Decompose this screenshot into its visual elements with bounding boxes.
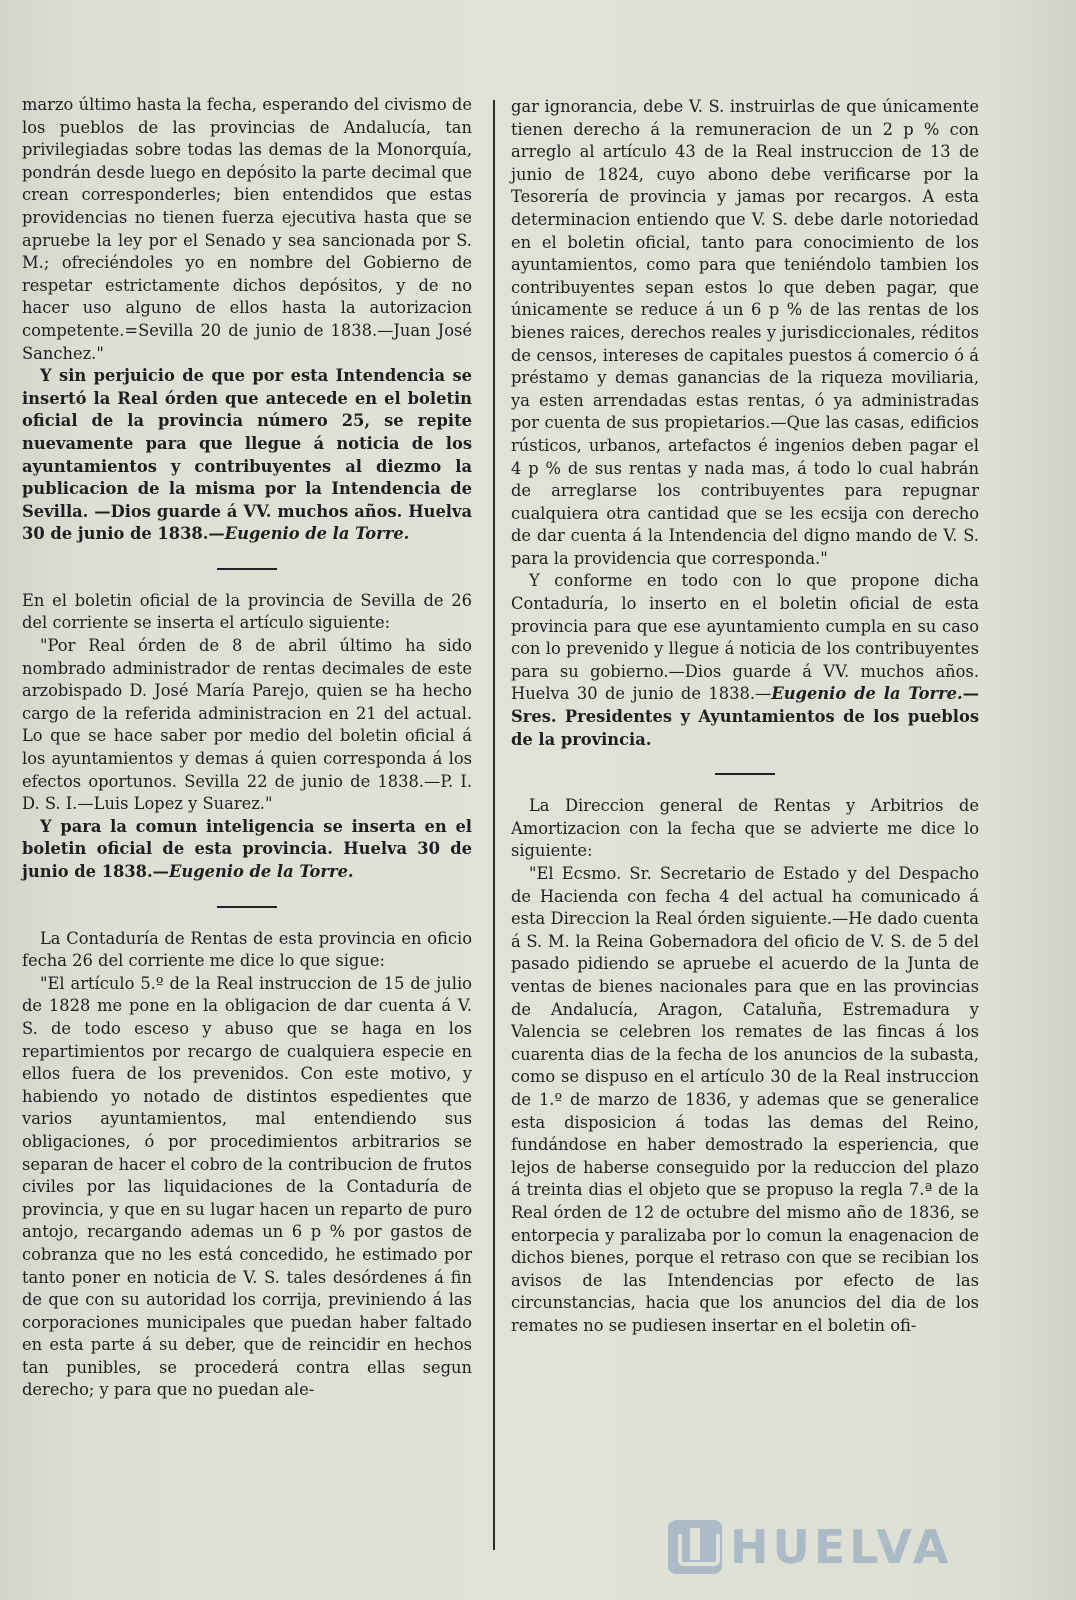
- left-para-1: marzo último hasta la fecha, esperando del civismo de los pueblos de las provincias de Andalucía, tan privilegiadas sobre todas las demas de la Monorquía, pondrán desde luego en depósito la parte decimal que crean corresponderles; bien entendidos que estas providencias no tienen fuerza ejecutiva hasta que se apruebe la ley por el Senado y sea sancionada por S. M.; ofreciéndoles yo en nombre del Gobierno de respetar estrictamente dichos depósitos, y de no hacer uso alguno de ellos hasta la autorizacion competente.=Sevilla 20 de junio de 1838.—Juan José Sanchez.": [22, 95, 472, 363]
- right-para-4: "El Ecsmo. Sr. Secretario de Estado y del Despacho de Hacienda con fecha 4 del actual ha comunicado á esta Direccion la Real órden siguiente.—He dado cuenta á S. M. la Reina Gobernadora del oficio de V. S. de 5 del pasado pidiendo se apruebe el acuerdo de la Junta de ventas de bienes nacionales para que en las provincias de Andalucía, Aragon, Cataluña, Estremadura y Valencia se celebren los remates de las fincas á los cuarenta dias de la fecha de los anuncios de la subasta, como se dispuso en el artículo 30 de la Real instruccion de 1.º de marzo de 1836, y ademas que se generalice esta disposicion á todas las demas del Reino, fundándose en haber demostrado la esperiencia, que lejos de haberse conseguido por la reduccion del plazo á treinta dias el objeto que se propuso la regla 7.ª de la Real órden de 12 de octubre del mismo año de 1836, se entorpecia y paralizaba por lo comun la enagenacion de dichos bienes, porque el retraso con que se recibian los avisos de las Intendencias por efecto de las circunstancias, hacia que los anuncios del dia de los remates no se pudiesen insertar en el boletin ofi-: [511, 864, 979, 1335]
- right-column: [511, 96, 979, 1337]
- right-para-2-tail: —Sres. Presidentes y Ayuntamientos de los pueblos de la provincia.: [511, 684, 979, 749]
- diputacion-huelva-logo-icon: [668, 1520, 722, 1574]
- left-para-7: "El artículo 5.º de la Real instruccion de 15 de julio de 1828 me pone en la obligacion de dar cuenta á V. S. de todo esceso y abuso que se haga en los repartimientos por recargo de cualquiera especie en ellos fuera de los prevenidos. Con este motivo, y habiendo yo notado de distintos espedientes que varios ayuntamientos, mal entendiendo sus obligaciones, ó por procedimientos arbitrarios se separan de hacer el cobro de la contribucion de frutos civiles por las liquidaciones de la Contaduría de provincia, y que en su lugar hacen un reparto de puro antojo, recargando ademas un 6 p % por gastos de cobranza que no les está concedido, he estimado por tanto poner en noticia de V. S. tales desórdenes á fin de que con su autoridad los corrija, previniendo á las corporaciones municipales que puedan haber faltado en esta parte á su deber, que de reincidir en hechos tan punibles, se procederá contra ellas segun derecho; y para que no puedan ale-: [22, 973, 472, 1400]
- left-column: [22, 94, 472, 1402]
- left-para-2-signature: Eugenio de la Torre.: [224, 524, 410, 544]
- left-para-4: "Por Real órden de 8 de abril último ha sido nombrado administrador de rentas decimales de este arzobispado D. José María Parejo, quien se ha hecho cargo de la referida administracion en 21 del actual. Lo que se hace saber por medio del boletin oficial á los ayuntamientos y demas á quien corresponda á los efectos oportunos. Sevilla 22 de junio de 1838.—P. I. D. S. I.—Luis Lopez y Suarez.": [22, 636, 472, 814]
- separator-rule: [217, 906, 277, 908]
- watermark-text: HUELVA: [730, 1520, 953, 1574]
- right-para-2-text: Y conforme en todo con lo que propone dicha Contaduría, lo inserto en el boletin oficial de esta provincia para que ese ayuntamiento cumpla en su caso con lo prevenido y llegue á noticia de los contribuyentes para su gobierno.—Dios guarde á VV. muchos años. Huelva 30 de junio de 1838.—: [511, 571, 979, 704]
- left-para-5-signature: Eugenio de la Torre.: [168, 862, 354, 881]
- right-para-2-signature: Eugenio de la Torre.: [771, 684, 963, 704]
- left-para-2-text: Y sin perjuicio de que por esta Intendencia se insertó la Real órden que antecede en el boletin oficial de la provincia número 25, se repite nuevamente para que llegue á noticia de los ayuntamientos y contribuyentes al diezmo la publicacion de la misma por la Intendencia de Sevilla. —Dios guarde á VV. muchos años. Huelva 30 de junio de 1838.—: [22, 366, 472, 544]
- left-para-5: [22, 816, 472, 884]
- left-para-2: [22, 365, 472, 546]
- separator-rule: [715, 773, 775, 775]
- left-para-3: En el boletin oficial de la provincia de Sevilla de 26 del corriente se inserta el artículo siguiente:: [22, 590, 472, 633]
- left-para-6: La Contaduría de Rentas de esta provincia en oficio fecha 26 del corriente me dice lo que sigue:: [22, 928, 472, 971]
- left-para-5-text: Y para la comun inteligencia se inserta en el boletin oficial de esta provincia. Huelva 30 de junio de 1838.—: [22, 816, 472, 881]
- right-para-1: gar ignorancia, debe V. S. instruirlas de que únicamente tienen derecho á la remuneracion de un 2 p % con arreglo al artículo 43 de la Real instruccion de 13 de junio de 1824, cuyo abono debe verificarse por la Tesorería de provincia y jamas por recargos. A esta determinacion entiendo que V. S. debe darle notoriedad en el boletin oficial, tanto para conocimiento de los ayuntamientos, como para que teniéndolo tambien los contribuyentes sepan estos lo que deben pagar, que únicamente se reduce á un 6 p % de las rentas de los bienes raices, derechos reales y jurisdiccionales, réditos de censos, intereses de capitales puestos á comercio ó á préstamo y demas ganancias de la riqueza moviliaria, ya esten arrendadas estas rentas, ó ya administradas por cuenta de sus propietarios.—Que las casas, edificios rústicos, urbanos, artefactos é ingenios deben pagar el 4 p % de sus rentas y nada mas, á todo lo cual habrán de arreglarse los contribuyentes para repugnar cualquiera otra cantidad que se les ecsija con derecho de dar cuenta á la Intendencia del digno mando de V. S. para la providencia que corresponda.": [511, 97, 979, 568]
- column-divider: [493, 100, 495, 1550]
- right-para-3: La Direccion general de Rentas y Arbitrios de Amortizacion con la fecha que se advierte me dice lo siguiente:: [511, 796, 979, 861]
- huelva-watermark: [668, 1520, 952, 1574]
- right-para-2: [511, 570, 979, 751]
- separator-rule: [217, 568, 277, 570]
